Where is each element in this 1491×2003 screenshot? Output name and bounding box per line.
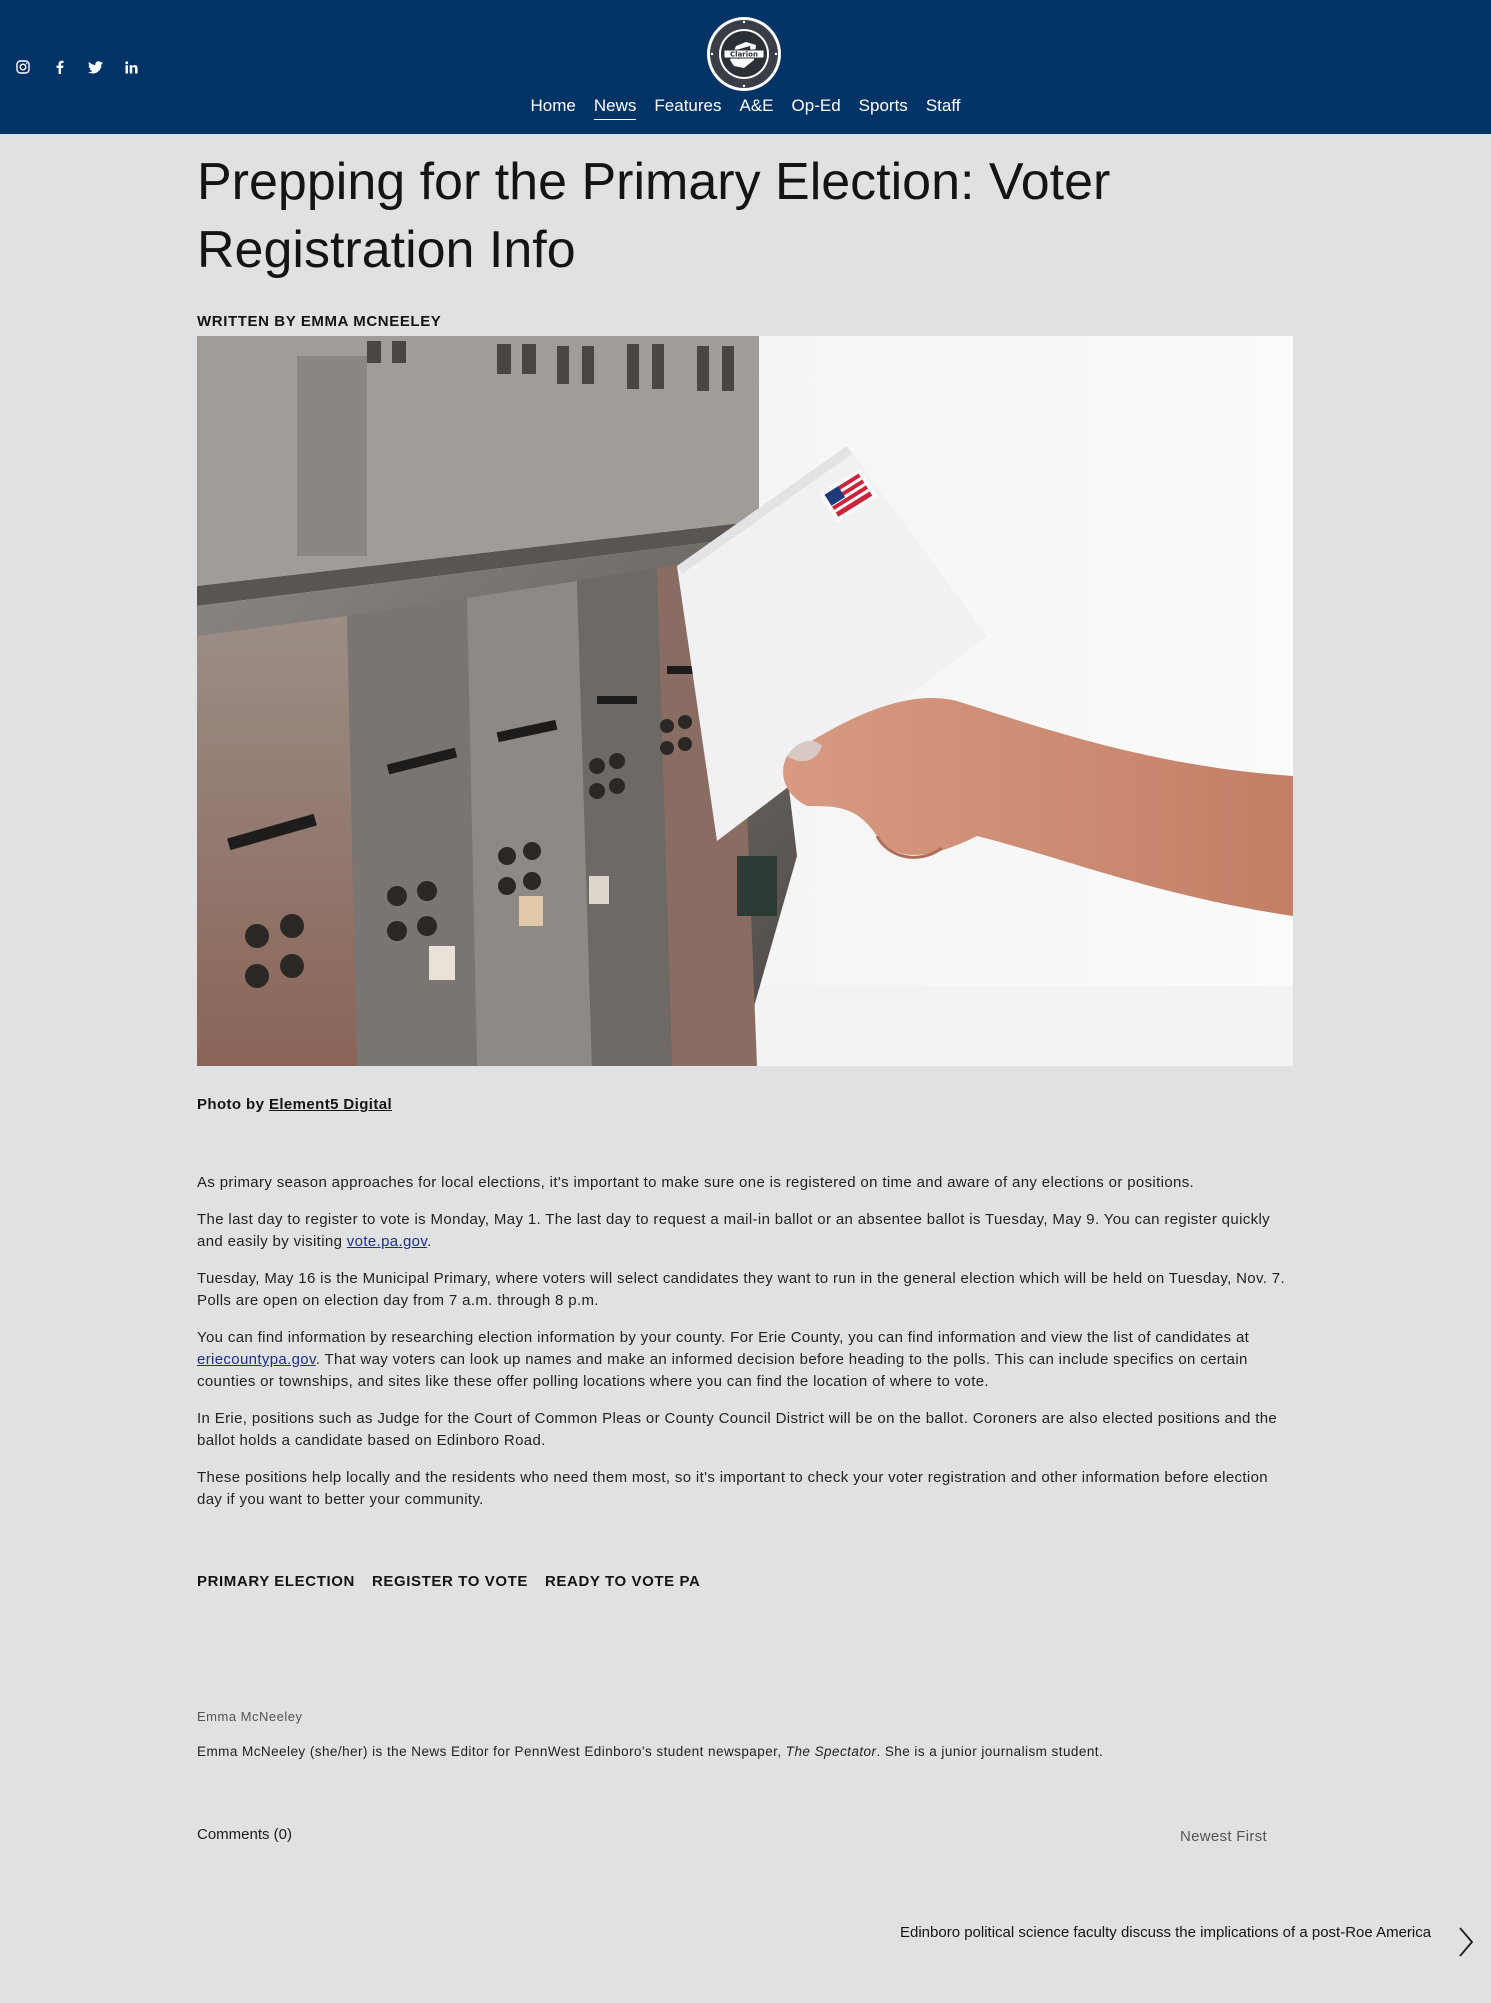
- author-bio-end: . She is a junior journalism student.: [876, 1744, 1104, 1759]
- paragraph-3: Tuesday, May 16 is the Municipal Primary, where voters will select candidates they want to run in the general election which will be held on Tuesday, Nov. 7. Polls are open on election day from 7 a.m. through 8 p.m.: [197, 1270, 1285, 1309]
- nav-sports[interactable]: Sports: [858, 96, 908, 115]
- photographer-link[interactable]: Element5 Digital: [268, 1096, 393, 1113]
- comments-sort[interactable]: Newest First: [1180, 1828, 1267, 1845]
- tag-ready-to-vote-pa[interactable]: READY TO VOTE PA: [544, 1573, 701, 1590]
- nav-staff[interactable]: Staff: [925, 96, 961, 115]
- next-post-link[interactable]: Edinboro political science faculty discuss the implications of a post-Roe America: [900, 1924, 1432, 1941]
- paragraph-4-text: You can find information by researching election information by your county. For Erie County, you can find information and view the list of candidates at: [197, 1329, 1250, 1346]
- paragraph-2: [197, 1209, 1297, 1253]
- clarion-logo[interactable]: [706, 16, 782, 92]
- twitter-icon[interactable]: [86, 58, 104, 76]
- author-bio-publication: The Spectator: [785, 1744, 877, 1759]
- paragraph-5: In Erie, positions such as Judge for the Court of Common Pleas or County Council District will be on the ballot. Coroners are also elected positions and the ballot holds a candidate based on Edinboro Road.: [197, 1410, 1278, 1449]
- article-title: Prepping for the Primary Election: Voter Registration Info: [197, 153, 1111, 279]
- article-byline: WRITTEN BY EMMA MCNEELEY: [197, 313, 442, 330]
- paragraph-4-end: . That way voters can look up names and make an informed decision before heading to the polls. This can include specifics on certain counties or townships, and sites like these offer polling locations where you can find the location of where to vote.: [197, 1351, 1248, 1390]
- author-bio: [197, 1744, 1103, 1759]
- nav-news[interactable]: News: [594, 96, 637, 120]
- linkedin-icon[interactable]: [122, 58, 140, 76]
- facebook-icon[interactable]: [50, 58, 68, 76]
- site-header: [0, 0, 1491, 134]
- comments-toggle[interactable]: Comments (0): [197, 1826, 293, 1843]
- paragraph-2-end: .: [427, 1233, 432, 1250]
- author-name[interactable]: Emma McNeeley: [197, 1709, 303, 1724]
- tag-register-to-vote[interactable]: REGISTER TO VOTE: [371, 1573, 528, 1590]
- caption-prefix: Photo by: [197, 1096, 269, 1113]
- nav-home[interactable]: Home: [530, 96, 576, 115]
- photo-caption: [197, 1096, 392, 1113]
- main-nav: [0, 96, 1491, 120]
- paragraph-4: [197, 1327, 1297, 1393]
- chevron-right-icon[interactable]: [1458, 1926, 1474, 1958]
- paragraph-1: As primary season approaches for local elections, it's important to make sure one is registered on time and aware of any elections or positions.: [197, 1174, 1195, 1191]
- paragraph-2-text: The last day to register to vote is Monday, May 1. The last day to request a mail-in ballot or an absentee ballot is Tuesday, May 9. You can register quickly and easily by visiting: [197, 1211, 1270, 1250]
- article-tags: [197, 1573, 717, 1590]
- nav-features[interactable]: Features: [654, 96, 722, 115]
- paragraph-6: These positions help locally and the residents who need them most, so it's important to check your voter registration and other information before election day if you want to better your community.: [197, 1469, 1268, 1508]
- instagram-icon[interactable]: [14, 58, 32, 76]
- svg-text:Clarion: Clarion: [730, 50, 758, 59]
- vote-pa-link[interactable]: vote.pa.gov: [346, 1233, 428, 1250]
- erie-county-link[interactable]: eriecountypa.gov: [197, 1351, 316, 1368]
- nav-op-ed[interactable]: Op-Ed: [791, 96, 841, 115]
- author-bio-text: Emma McNeeley (she/her) is the News Editor for PennWest Edinboro's student newspaper,: [197, 1744, 786, 1759]
- article-body: [197, 1172, 1297, 1526]
- nav-ae[interactable]: A&E: [739, 96, 774, 115]
- hero-image-mailbox: [197, 336, 1293, 1066]
- social-links: [14, 58, 158, 76]
- tag-primary-election[interactable]: PRIMARY ELECTION: [197, 1573, 355, 1590]
